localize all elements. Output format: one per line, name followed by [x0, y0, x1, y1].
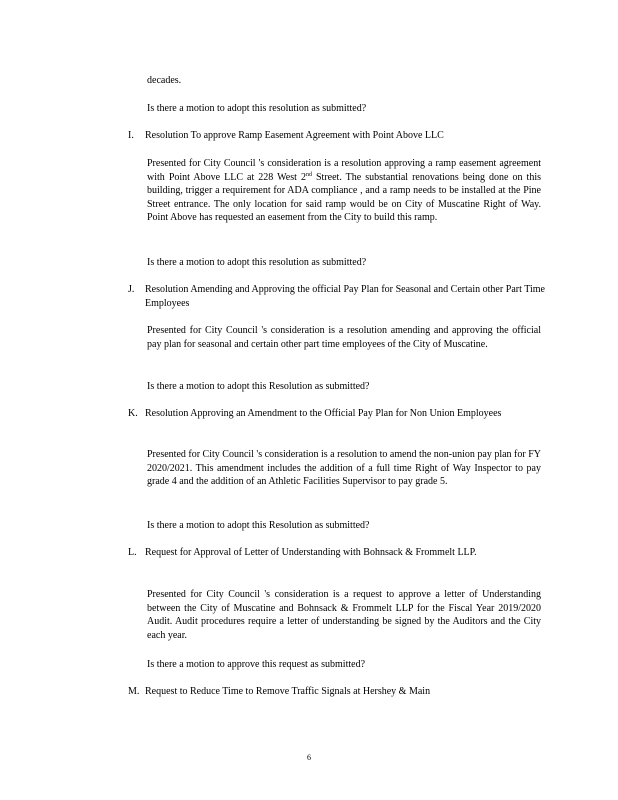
item-motion-text: Is there a motion to adopt this Resolution as submitted? [147, 520, 370, 531]
ordinal-suffix: nd [305, 171, 312, 178]
item-description [147, 157, 541, 225]
item-label: L. [128, 547, 137, 558]
carryover-text: decades. [147, 75, 182, 86]
item-label: J. [128, 284, 135, 295]
intro-motion-text: Is there a motion to adopt this resolution as submitted? [147, 103, 367, 114]
item-title: Resolution Approving an Amendment to the Official Pay Plan for Non Union Employees [145, 408, 502, 419]
item-description: Presented for City Council 's consideration is a request to approve a letter of Understanding between the City of Muscatine and Bohnsack & Frommelt LLP for the Fiscal Year 2019/2020 Audit. Audit procedures require a letter of understanding be signed by the Auditors and the City each year. [147, 589, 541, 641]
page-number: 6 [307, 753, 311, 762]
item-description: Presented for City Council 's consideration is a resolution amending and approving the official pay plan for seasonal and certain other part time employees of the City of Muscatine. [147, 325, 541, 350]
description-text: Presented for City Council 's consideration is a resolution approving a ramp easement agreement with Point Above LLC at 228 West 2 [147, 158, 541, 183]
item-motion-text: Is there a motion to approve this request as submitted? [147, 659, 366, 670]
item-motion-text: Is there a motion to adopt this Resolution as submitted? [147, 381, 370, 392]
item-title: Resolution Amending and Approving the official Pay Plan for Seasonal and Certain other Part Time Employees [145, 284, 545, 309]
item-title: Request for Approval of Letter of Understanding with Bohnsack & Frommelt LLP. [145, 547, 477, 558]
item-description: Presented for City Council 's consideration is a resolution to amend the non-union pay plan for FY 2020/2021. This amendment includes the addition of a full time Right of Way Inspector to pay grade 4 and the addition of an Athletic Facilities Supervisor to pay grade 5. [147, 449, 541, 487]
item-label: K. [128, 408, 138, 419]
item-motion-text: Is there a motion to adopt this resolution as submitted? [147, 257, 367, 268]
item-label: M. [128, 686, 140, 697]
item-title: Resolution To approve Ramp Easement Agreement with Point Above LLC [145, 130, 444, 141]
item-title: Request to Reduce Time to Remove Traffic Signals at Hershey & Main [145, 686, 431, 697]
description-text-continued: Street. The substantial renovations being done on this building, trigger a requirement for ADA compliance , and a ramp needs to be installed at the Pine Street entrance. The only location for said ramp would be on City of Muscatine Right of Way. Point Above has requested an easement from the City to build this ramp. [147, 171, 541, 223]
item-label: I. [128, 130, 134, 141]
